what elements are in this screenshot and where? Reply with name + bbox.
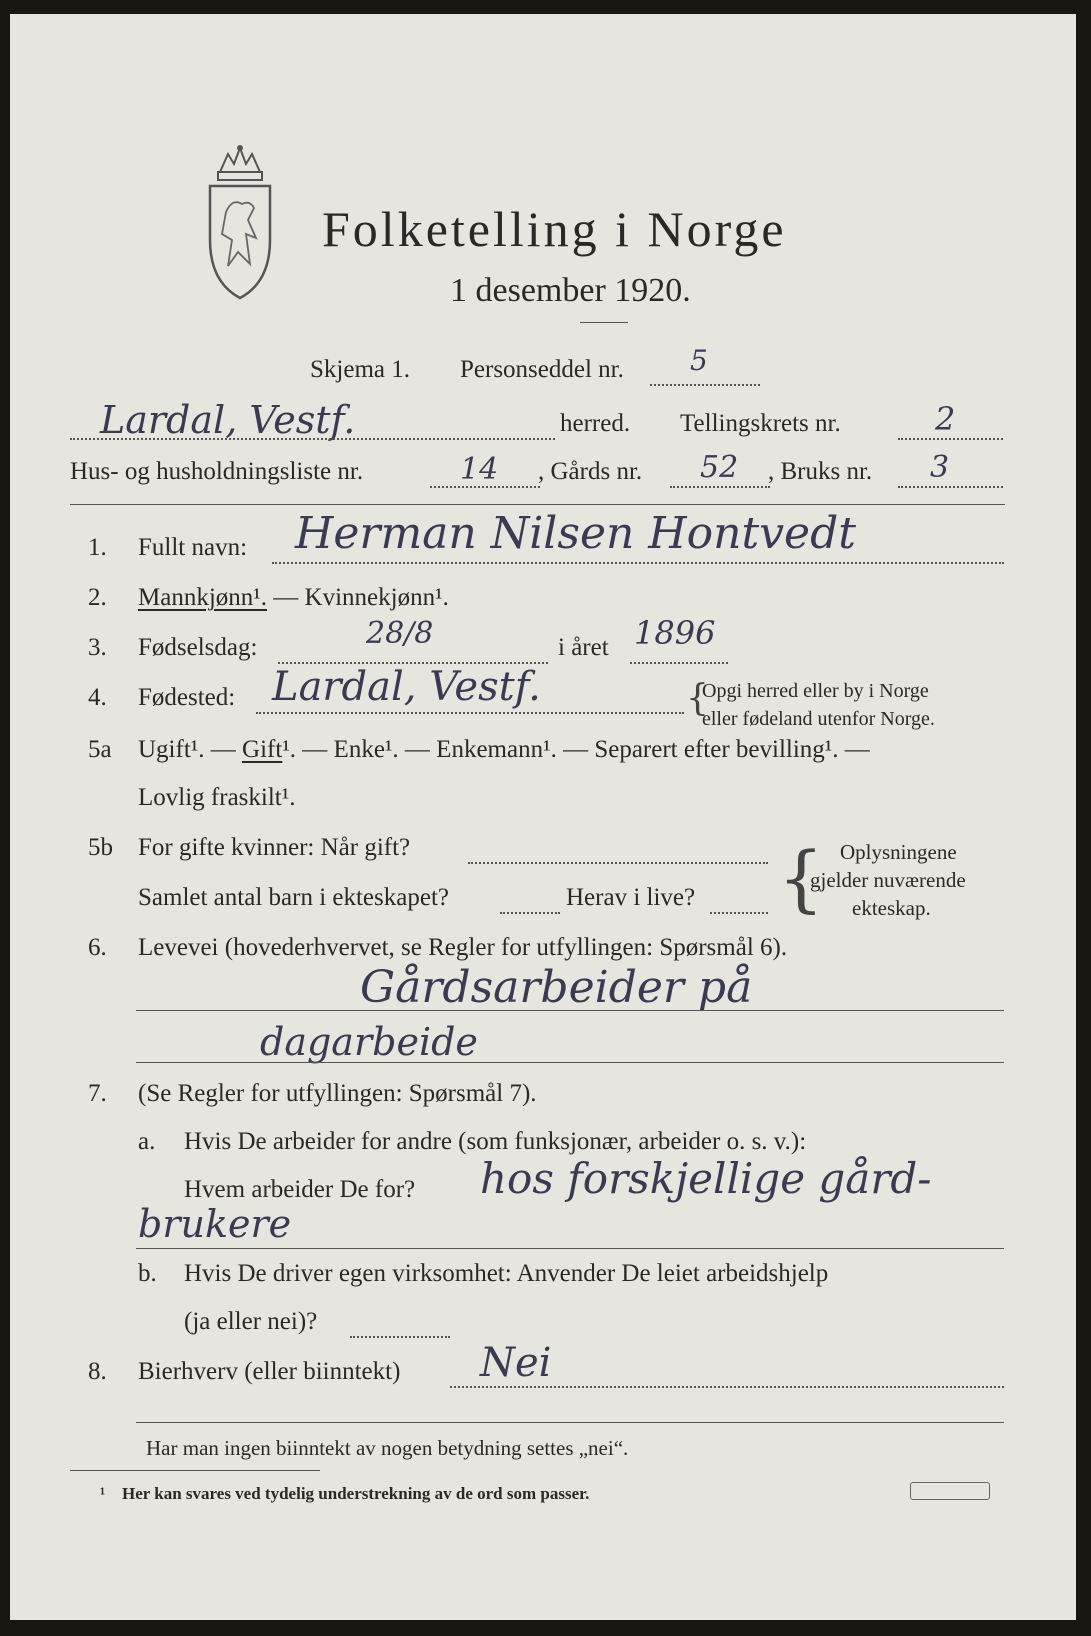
skjema-label: Skjema 1. xyxy=(310,356,410,383)
q4-birthplace-value: Lardal, Vestf. xyxy=(272,664,541,710)
q2-separator: — xyxy=(267,584,305,611)
bruks-label: , Bruks nr. xyxy=(768,458,873,485)
q3-label: Fødselsdag: xyxy=(138,634,258,661)
tellingskrets-field-line xyxy=(898,438,1003,440)
q2-mann-option: Mannkjønn¹. xyxy=(138,584,268,611)
printer-stamp xyxy=(910,1482,990,1500)
tellingskrets-value: 2 xyxy=(935,400,956,438)
q2-kvinne-option: Kvinnekjønn¹. xyxy=(304,584,449,611)
q5b-note-line3: ekteskap. xyxy=(852,896,931,920)
q5b-alive-field-line xyxy=(710,912,768,914)
husholdningsliste-value: 14 xyxy=(460,452,499,487)
q7b-letter: b. xyxy=(138,1260,157,1287)
herred-field-line xyxy=(70,438,555,440)
bruks-value: 3 xyxy=(930,450,950,485)
q5b-note-line2: gjelder nuværende xyxy=(810,868,966,892)
gards-label: , Gårds nr. xyxy=(538,458,643,485)
census-date: 1 desember 1920. xyxy=(450,272,691,309)
gards-field-line xyxy=(670,486,770,488)
q8-answer-line xyxy=(136,1422,1004,1423)
q7a-letter: a. xyxy=(138,1128,156,1155)
q8-label: Bierhverv (eller biinntekt) xyxy=(138,1358,401,1385)
q6-answer-line2 xyxy=(136,1062,1004,1063)
q1-field-line xyxy=(272,562,1004,564)
husholdningsliste-label: Hus- og husholdningsliste nr. xyxy=(70,458,364,485)
q5b-number: 5b xyxy=(88,834,113,861)
q5b-note-brace: { xyxy=(778,836,824,920)
q4-field-line xyxy=(256,712,684,714)
q7a-answer-line xyxy=(136,1248,1004,1249)
q7b-label: Hvis De driver egen virksomhet: Anvender De leiet arbeidshjelp xyxy=(184,1260,829,1287)
q8-note: Har man ingen biinntekt av nogen betydning settes „nei“. xyxy=(146,1436,629,1460)
form-title: Folketelling i Norge xyxy=(322,201,787,257)
q5b-children-label: Samlet antal barn i ekteskapet? xyxy=(138,884,449,911)
q6-label: Levevei (hovederhvervet, se Regler for utfyllingen: Spørsmål 6). xyxy=(138,934,788,961)
norwegian-coat-of-arms-icon xyxy=(198,142,282,302)
q4-note-line1: Opgi herred eller by i Norge xyxy=(702,680,929,702)
q2-number: 2. xyxy=(88,584,107,611)
q5a-ugift-option: Ugift¹. xyxy=(138,736,205,763)
personseddel-label: Personseddel nr. xyxy=(460,356,624,383)
q5b-children-field-line xyxy=(500,912,560,914)
q7a-employer-value-line1: hos forskjellige gård- xyxy=(480,1154,932,1203)
q3-birthday-value: 28/8 xyxy=(366,616,434,651)
q3-year-label: i året xyxy=(558,634,609,661)
q1-number: 1. xyxy=(88,534,107,561)
q7-number: 7. xyxy=(88,1080,107,1107)
q5b-married-field-line xyxy=(468,862,768,864)
q3-year-field-line xyxy=(630,662,728,664)
q2-options xyxy=(138,584,449,612)
q7b-ja-nei-label: (ja eller nei)? xyxy=(184,1308,318,1335)
q3-number: 3. xyxy=(88,634,107,661)
q7a-employer-label: Hvem arbeider De for? xyxy=(184,1176,416,1203)
q5a-separator: — xyxy=(204,736,243,763)
q4-number: 4. xyxy=(88,684,107,711)
q1-full-name-value: Herman Nilsen Hontvedt xyxy=(295,508,856,559)
q5b-label: For gifte kvinner: Når gift? xyxy=(138,834,411,861)
q6-occupation-value-line1: Gårdsarbeider på xyxy=(360,962,753,1013)
q4-note-brace: { xyxy=(686,678,709,719)
q6-occupation-value-line2: dagarbeide xyxy=(260,1020,478,1064)
q7a-employer-value-line2: brukere xyxy=(138,1202,292,1246)
q4-label: Fødested: xyxy=(138,684,236,711)
herred-value: Lardal, Vestf. xyxy=(100,398,356,442)
q6-number: 6. xyxy=(88,934,107,961)
q5b-note-line1: Oplysningene xyxy=(840,840,957,864)
herred-label: herred. xyxy=(560,410,631,437)
q8-field-line xyxy=(450,1386,1004,1388)
q4-note-line2: eller fødeland utenfor Norge. xyxy=(702,708,935,730)
q5a-lovlig-fraskilt: Lovlig fraskilt¹. xyxy=(138,784,296,811)
q8-number: 8. xyxy=(88,1358,107,1385)
q5b-alive-label: Herav i live? xyxy=(566,884,696,911)
q5a-number: 5a xyxy=(88,736,112,763)
q7b-field-line xyxy=(350,1336,450,1338)
q7a-label: Hvis De arbeider for andre (som funksjonær, arbeider o. s. v.): xyxy=(184,1128,807,1155)
q7-label: (Se Regler for utfyllingen: Spørsmål 7). xyxy=(138,1080,537,1107)
q3-birth-year-value: 1896 xyxy=(634,614,716,652)
personseddel-value: 5 xyxy=(690,344,708,377)
q5a-gift-option: Gift xyxy=(242,736,283,763)
q5a-options xyxy=(138,736,870,764)
title-divider xyxy=(580,322,628,323)
personseddel-field-line xyxy=(650,384,760,386)
q8-side-income-value: Nei xyxy=(480,1340,552,1386)
footnote-mark: ¹ xyxy=(100,1484,106,1503)
gards-value: 52 xyxy=(700,450,739,485)
bruks-field-line xyxy=(898,486,1003,488)
census-form-page xyxy=(10,14,1076,1620)
q5a-other-options: ¹. — Enke¹. — Enkemann¹. — Separert efter bevilling¹. — xyxy=(282,736,870,763)
footnote-text: Her kan svares ved tydelig understrekning av de ord som passer. xyxy=(122,1484,590,1503)
q1-label: Fullt navn: xyxy=(138,534,248,561)
tellingskrets-label: Tellingskrets nr. xyxy=(680,410,841,437)
header-rule xyxy=(70,504,1005,505)
q6-answer-line1 xyxy=(136,1010,1004,1011)
footnote-rule xyxy=(70,1470,320,1471)
